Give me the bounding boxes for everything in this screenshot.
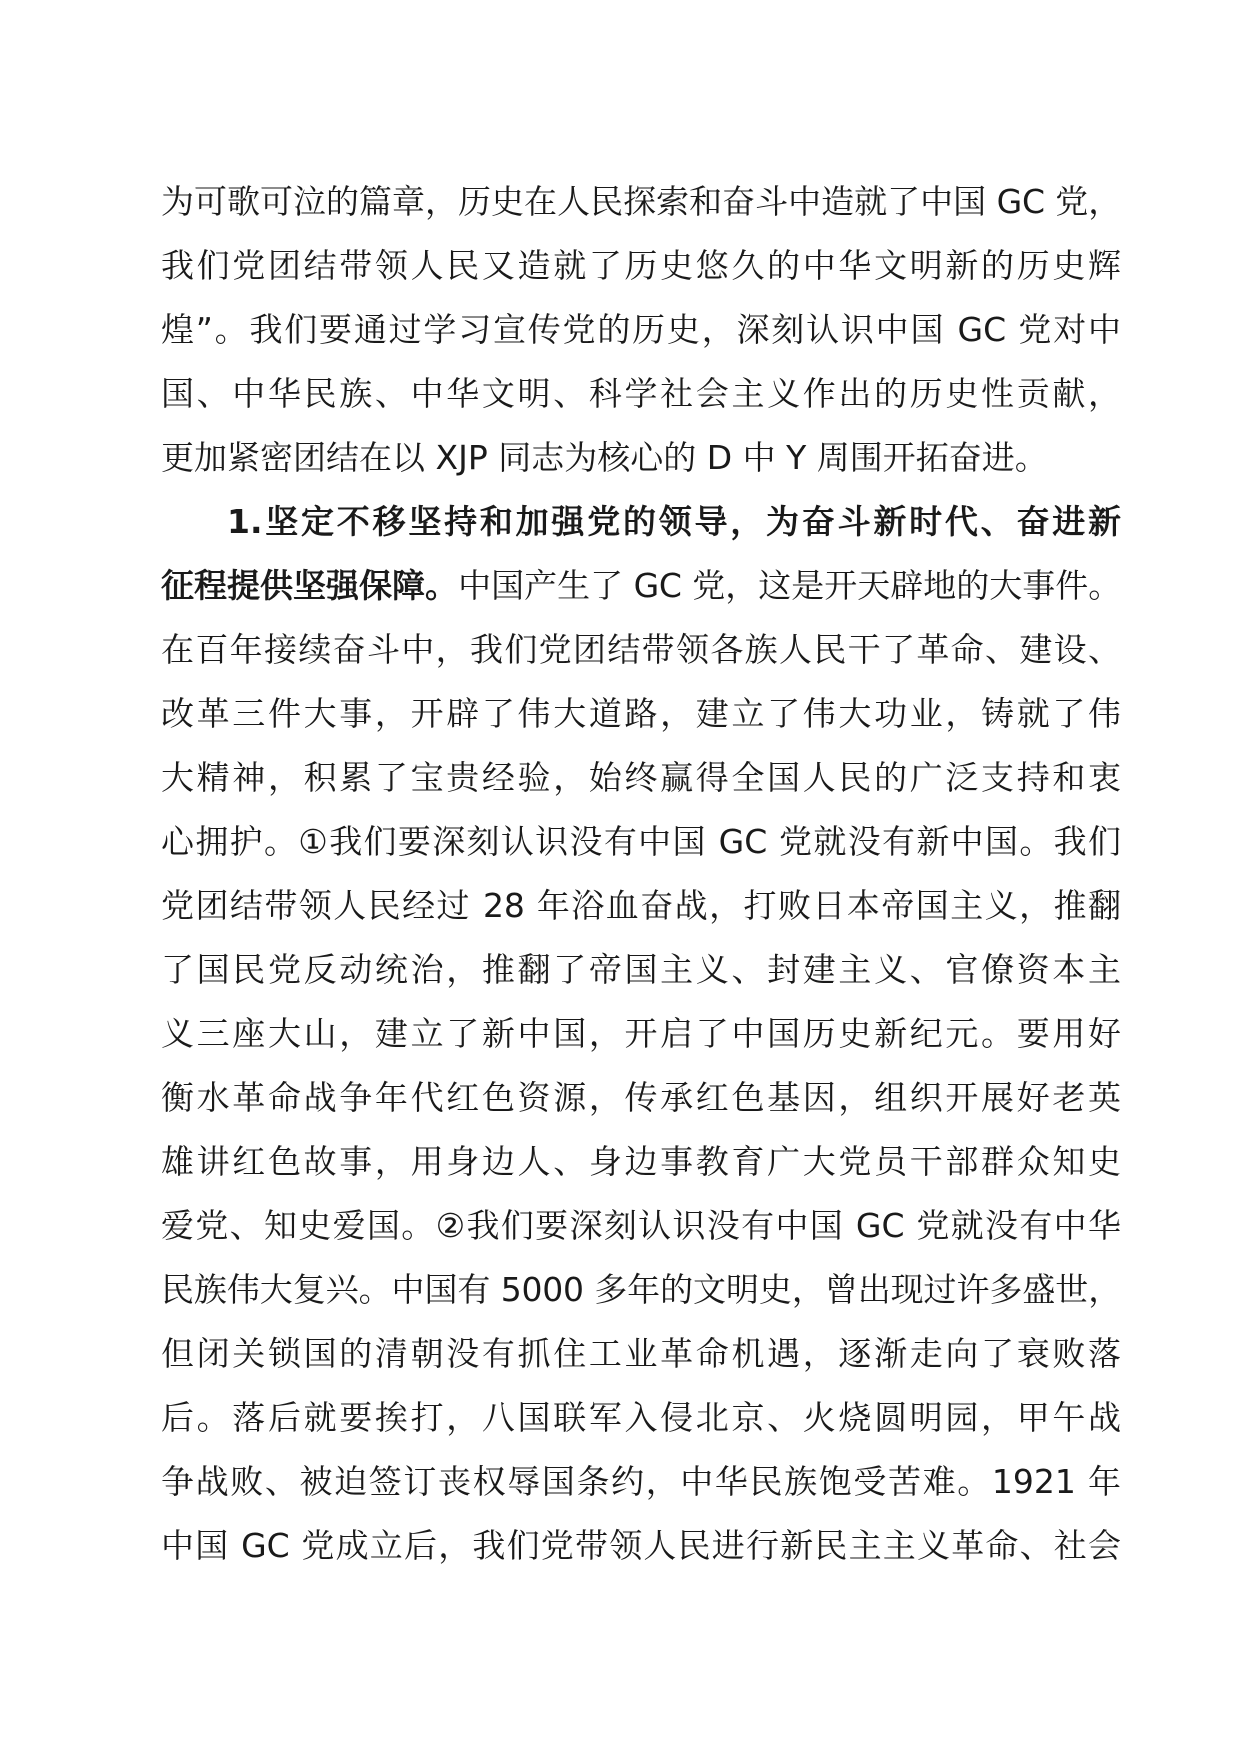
paragraph-1-line: 我们党团结带领人民又造就了历史悠久的中华文明新的历史辉: [161, 246, 1121, 285]
paragraph-2-line: 但闭关锁国的清朝没有抓住工业革命机遇，逐渐走向了衰败落: [161, 1334, 1121, 1373]
section-heading-tail: 征程提供坚强保障。: [161, 566, 459, 605]
paragraph-2-line: 衡水革命战争年代红色资源，传承红色基因，组织开展好老英: [161, 1078, 1121, 1117]
paragraph-2-line: 心拥护。①我们要深刻认识没有中国 GC 党就没有新中国。我们: [161, 822, 1121, 861]
paragraph-1-line: 国、中华民族、中华文明、科学社会主义作出的历史性贡献，: [161, 374, 1121, 413]
section-heading-line: 1.坚定不移坚持和加强党的领导，为奋斗新时代、奋进新: [227, 502, 1121, 541]
paragraph-2-line: 改革三件大事，开辟了伟大道路，建立了伟大功业，铸就了伟: [161, 694, 1121, 733]
paragraph-2-line: 大精神，积累了宝贵经验，始终赢得全国人民的广泛支持和衷: [161, 758, 1121, 797]
paragraph-text: 中国产生了 GC 党，这是开天辟地的大事件。: [458, 566, 1122, 605]
paragraph-2-line: 后。落后就要挨打，八国联军入侵北京、火烧圆明园，甲午战: [161, 1398, 1121, 1437]
paragraph-1-line: 煌”。我们要通过学习宣传党的历史，深刻认识中国 GC 党对中: [161, 310, 1121, 349]
paragraph-2-line: 在百年接续奋斗中，我们党团结带领各族人民干了革命、建设、: [161, 630, 1121, 669]
paragraph-2-line: 中国 GC 党成立后，我们党带领人民进行新民主主义革命、社会: [161, 1526, 1121, 1565]
paragraph-2-line: 义三座大山，建立了新中国，开启了中国历史新纪元。要用好: [161, 1014, 1121, 1053]
paragraph-1-line: 更加紧密团结在以 XJP 同志为核心的 D 中 Y 周围开拓奋进。: [161, 438, 1048, 477]
paragraph-2-line: 民族伟大复兴。中国有 5000 多年的文明史，曾出现过许多盛世，: [161, 1270, 1121, 1309]
paragraph-2-line: 了国民党反动统治，推翻了帝国主义、封建主义、官僚资本主: [161, 950, 1121, 989]
paragraph-2-line: 爱党、知史爱国。②我们要深刻认识没有中国 GC 党就没有中华: [161, 1206, 1121, 1245]
paragraph-2-line: 雄讲红色故事，用身边人、身边事教育广大党员干部群众知史: [161, 1142, 1121, 1181]
paragraph-2-line: [161, 554, 1121, 618]
paragraph-1-line: 为可歌可泣的篇章，历史在人民探索和奋斗中造就了中国 GC 党，: [161, 182, 1121, 221]
paragraph-2-line: 党团结带领人民经过 28 年浴血奋战，打败日本帝国主义，推翻: [161, 886, 1121, 925]
document-body: [161, 170, 1121, 1578]
paragraph-2-line: 争战败、被迫签订丧权辱国条约，中华民族饱受苦难。1921 年: [161, 1462, 1121, 1501]
